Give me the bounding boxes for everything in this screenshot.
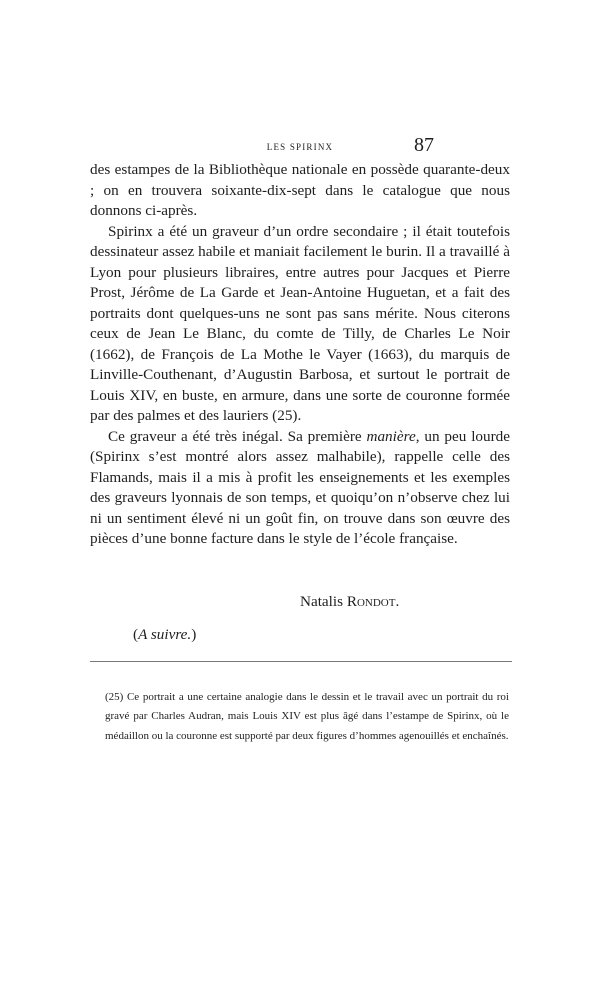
close-paren: ) bbox=[191, 626, 197, 643]
running-title: LES SPIRINX bbox=[266, 142, 334, 152]
body-text bbox=[90, 160, 510, 550]
paragraph bbox=[90, 160, 510, 222]
author-signature bbox=[300, 593, 399, 611]
paragraph-text: , un peu lourde (Spirinx s’est montré alors assez malhabile), rappelle celle des Flamands, mais il a mis à profit les enseignements et les exemples des graveurs lyonnais de son temps, et quoiqu’on n’observe chez lui ni un sentiment élevé ni un goût fin, on trouve dans son œuvre des pièces d’une bonne facture dans le style de l’école française. bbox=[90, 427, 510, 547]
footnotes bbox=[105, 688, 509, 746]
footnote: (25) Ce portrait a une certaine analogie dans le dessin et le travail avec un portrait du roi gravé par Charles Audran, mais Louis XIV est plus âgé dans l’estampe de Spirinx, où le médaillon ou la couronne est supporté par deux figures d’hommes agenouillés et enchaînés. bbox=[105, 691, 509, 742]
to-be-continued-note bbox=[133, 626, 196, 644]
to-be-continued-text: A suivre. bbox=[138, 626, 192, 643]
paragraph-text: Ce graveur a été très inégal. Sa première bbox=[108, 427, 367, 445]
paragraph bbox=[90, 427, 510, 550]
open-paren: ( bbox=[133, 626, 139, 643]
emphasized-word: manière bbox=[366, 427, 416, 445]
page-number: 87 bbox=[414, 134, 434, 156]
footnote-divider bbox=[90, 661, 512, 662]
paragraph-text: Spirinx a été un graveur d’un ordre secondaire ; il était toutefois dessinateur assez habile et maniait facilement le burin. Il a travaillé à Lyon pour plusieurs libraires, entre autres pour Jacques et Pierre Prost, Jérôme de La Garde et Jean-Antoine Huguetan, et a fait des portraits dont quelques-uns ne sont pas sans mérite. Nous citerons ceux de Jean Le Blanc, du comte de Tilly, de Charles Le Noir (1662), de François de La Mothe le Vayer (1663), du marquis de Linville-Couthenant, d’Augustin Barbosa, et surtout le portrait de Louis XIV, en buste, en armure, dans une sorte de couronne formée par des palmes et des lauriers (25). bbox=[90, 222, 510, 424]
author-first-name: Natalis bbox=[300, 593, 344, 610]
paragraph-text: des estampes de la Bibliothèque nationale en possède quarante-deux ; on en trouvera soixante-dix-sept dans le catalogue que nous donnons ci-après. bbox=[90, 161, 510, 219]
paragraph bbox=[90, 222, 510, 427]
author-surname: Rondot. bbox=[346, 593, 400, 610]
